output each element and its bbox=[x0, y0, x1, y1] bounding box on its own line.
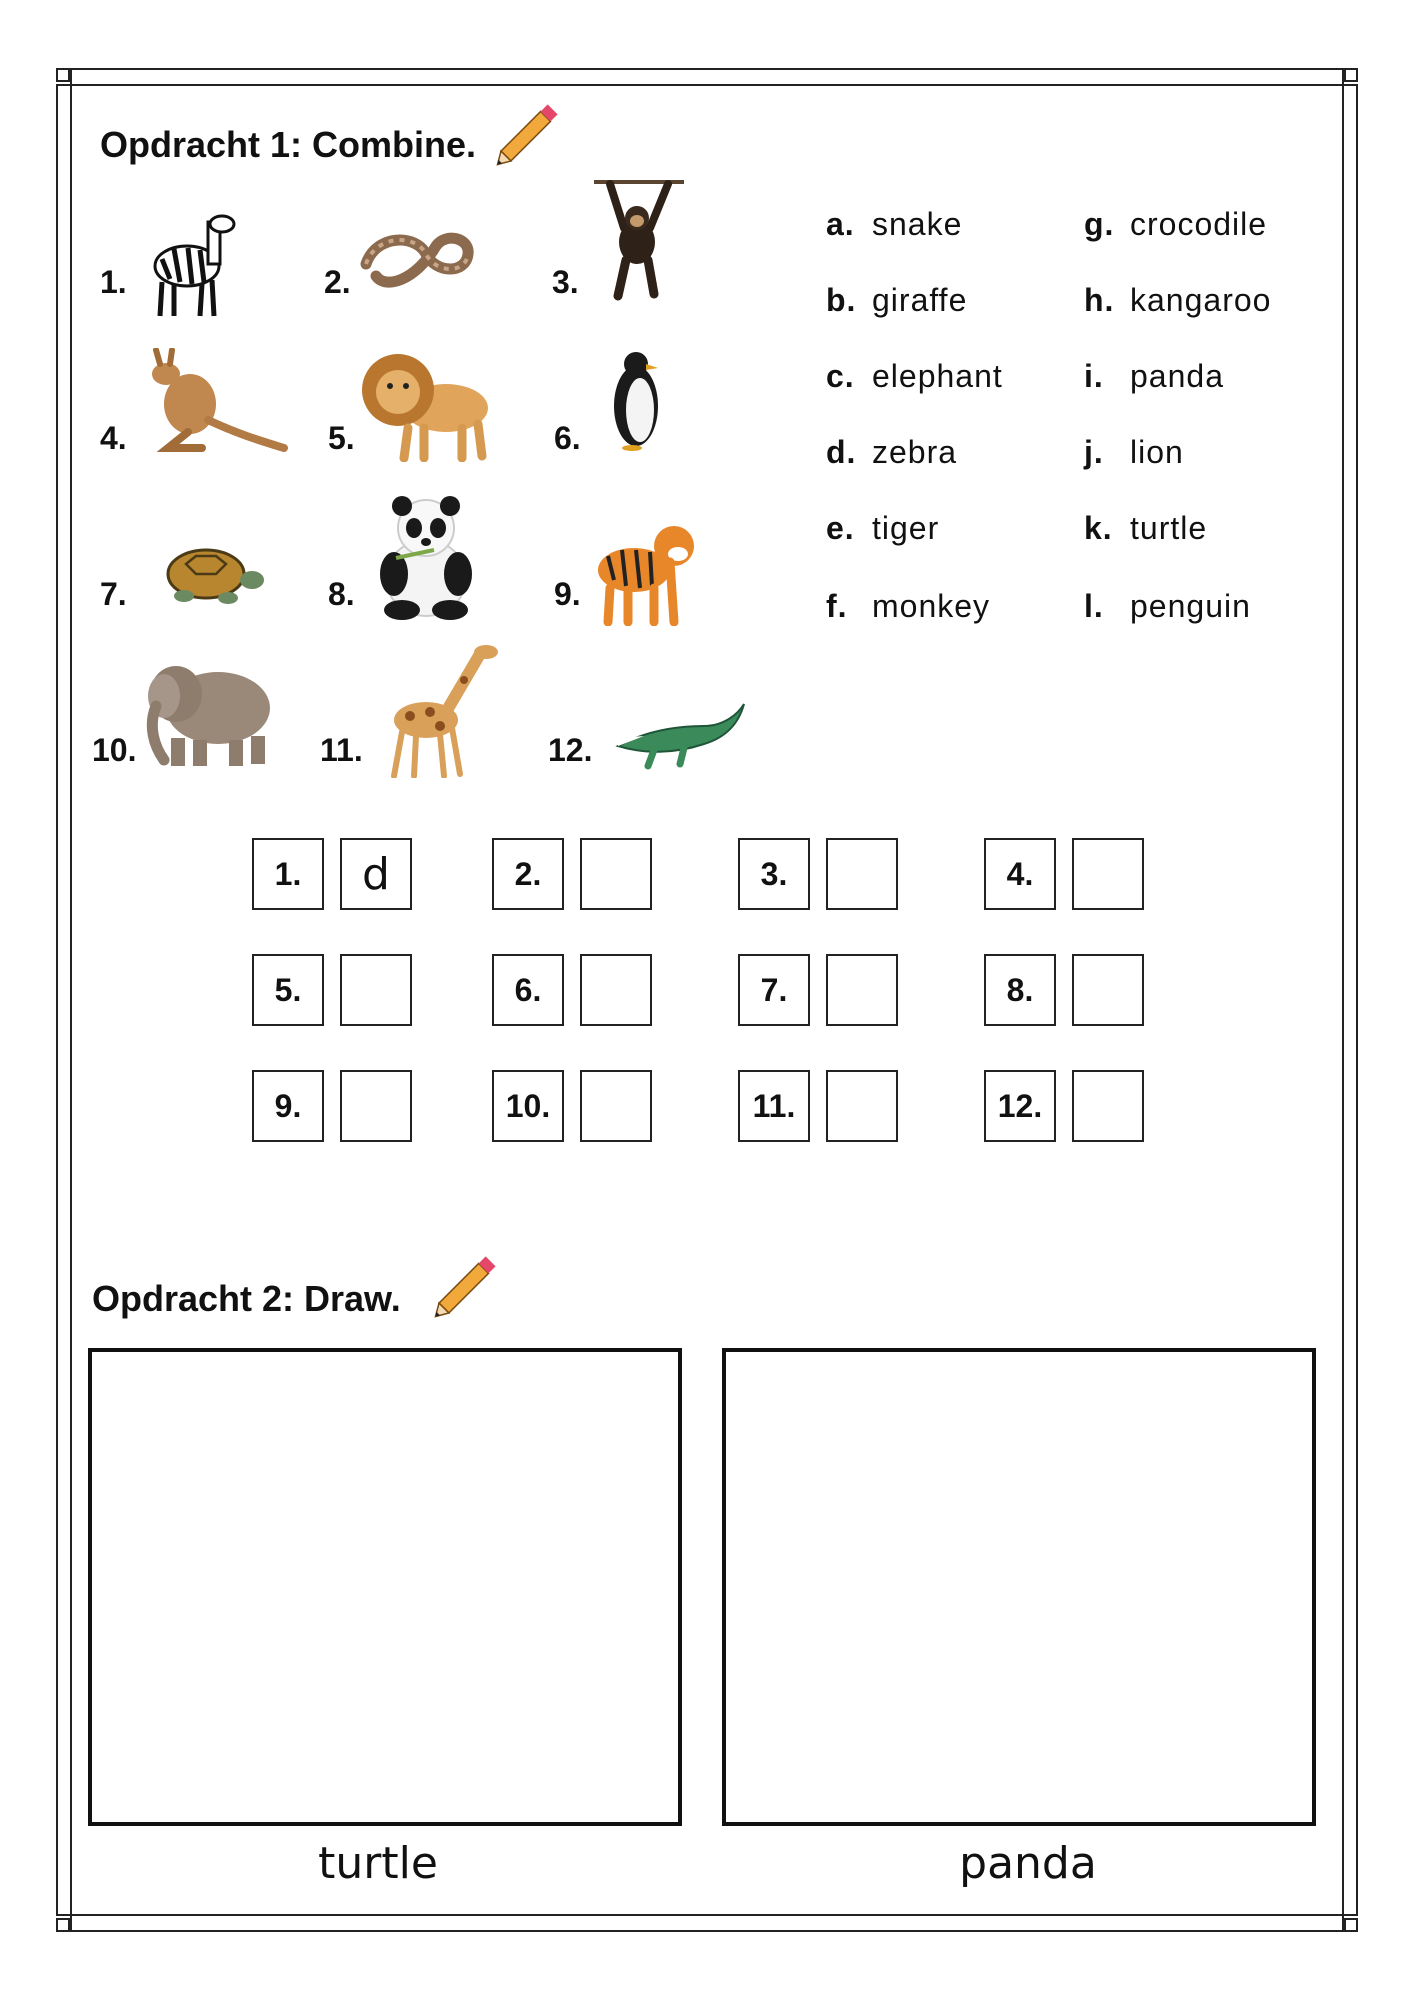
answer-number-box: 6. bbox=[492, 954, 564, 1026]
answer-number-box: 3. bbox=[738, 838, 810, 910]
kangaroo-icon bbox=[138, 348, 288, 452]
pencil-icon bbox=[490, 92, 570, 172]
picture-number: 7. bbox=[100, 576, 127, 612]
pencil-icon bbox=[428, 1244, 508, 1324]
word-letter: a. bbox=[826, 206, 855, 242]
elephant-icon bbox=[138, 656, 274, 768]
tiger-icon bbox=[594, 518, 698, 626]
word-text: tiger bbox=[872, 510, 940, 546]
answer-field[interactable] bbox=[826, 838, 898, 910]
word-letter: e. bbox=[826, 510, 855, 546]
picture-number: 9. bbox=[554, 576, 581, 612]
answer-number-box: 1. bbox=[252, 838, 324, 910]
picture-number: 4. bbox=[100, 420, 127, 456]
answer-number-box: 7. bbox=[738, 954, 810, 1026]
word-item bbox=[1084, 434, 1184, 471]
answer-field[interactable] bbox=[580, 838, 652, 910]
word-letter: b. bbox=[826, 282, 857, 318]
picture-number: 3. bbox=[552, 264, 579, 300]
frame-corner bbox=[56, 1918, 70, 1932]
picture-number: 10. bbox=[92, 732, 137, 768]
word-letter: l. bbox=[1084, 588, 1104, 624]
panda-icon bbox=[374, 494, 478, 620]
answer-field[interactable] bbox=[340, 954, 412, 1026]
answer-number-box: 11. bbox=[738, 1070, 810, 1142]
giraffe-icon bbox=[380, 640, 500, 778]
drawing-label: panda bbox=[959, 1838, 1097, 1889]
answer-field[interactable] bbox=[580, 954, 652, 1026]
drawing-area-turtle[interactable] bbox=[88, 1348, 682, 1826]
word-letter: f. bbox=[826, 588, 848, 624]
monkey-icon bbox=[584, 176, 694, 308]
word-item bbox=[1084, 282, 1271, 319]
answer-number-box: 8. bbox=[984, 954, 1056, 1026]
answer-field[interactable] bbox=[340, 1070, 412, 1142]
answer-number-box: 2. bbox=[492, 838, 564, 910]
answer-field[interactable] bbox=[1072, 838, 1144, 910]
picture-number: 1. bbox=[100, 264, 127, 300]
word-text: kangaroo bbox=[1130, 282, 1272, 318]
word-item bbox=[826, 510, 939, 547]
snake-icon bbox=[356, 224, 476, 300]
word-item bbox=[826, 434, 957, 471]
section2-title: Opdracht 2: Draw. bbox=[92, 1278, 401, 1319]
word-text: monkey bbox=[872, 588, 991, 624]
word-text: turtle bbox=[1130, 510, 1208, 546]
word-letter: i. bbox=[1084, 358, 1104, 394]
word-letter: g. bbox=[1084, 206, 1115, 242]
lion-icon bbox=[358, 338, 498, 462]
word-item bbox=[826, 206, 962, 243]
word-item bbox=[1084, 588, 1251, 625]
word-text: crocodile bbox=[1130, 206, 1268, 242]
answer-number-box: 10. bbox=[492, 1070, 564, 1142]
answer-number-box: 12. bbox=[984, 1070, 1056, 1142]
word-text: zebra bbox=[872, 434, 958, 470]
answer-field[interactable]: d bbox=[340, 838, 412, 910]
zebra-icon bbox=[142, 204, 242, 320]
penguin-icon bbox=[606, 346, 666, 452]
word-text: panda bbox=[1130, 358, 1224, 394]
word-item bbox=[826, 358, 1003, 395]
picture-number: 2. bbox=[324, 264, 351, 300]
picture-number: 8. bbox=[328, 576, 355, 612]
word-letter: j. bbox=[1084, 434, 1104, 470]
word-text: snake bbox=[872, 206, 963, 242]
word-letter: c. bbox=[826, 358, 855, 394]
word-text: penguin bbox=[1130, 588, 1251, 624]
section1-title: Opdracht 1: Combine. bbox=[100, 124, 477, 165]
word-item bbox=[826, 588, 990, 625]
crocodile-icon bbox=[614, 692, 748, 772]
answer-number-box: 5. bbox=[252, 954, 324, 1026]
answer-field[interactable] bbox=[580, 1070, 652, 1142]
picture-number: 12. bbox=[548, 732, 593, 768]
word-letter: d. bbox=[826, 434, 857, 470]
picture-number: 5. bbox=[328, 420, 355, 456]
answer-field[interactable] bbox=[1072, 954, 1144, 1026]
word-text: lion bbox=[1130, 434, 1184, 470]
word-item bbox=[1084, 358, 1224, 395]
answer-field[interactable] bbox=[826, 1070, 898, 1142]
picture-number: 11. bbox=[320, 732, 363, 768]
frame-corner bbox=[56, 68, 70, 82]
word-text: elephant bbox=[872, 358, 1003, 394]
word-item bbox=[1084, 510, 1207, 547]
frame-corner bbox=[1344, 1918, 1358, 1932]
word-letter: k. bbox=[1084, 510, 1113, 546]
answer-number-box: 9. bbox=[252, 1070, 324, 1142]
answer-field[interactable] bbox=[1072, 1070, 1144, 1142]
word-text: giraffe bbox=[872, 282, 968, 318]
answer-field[interactable] bbox=[826, 954, 898, 1026]
turtle-icon bbox=[156, 534, 266, 614]
word-item bbox=[826, 282, 967, 319]
drawing-label: turtle bbox=[318, 1838, 438, 1889]
picture-number: 6. bbox=[554, 420, 581, 456]
word-item bbox=[1084, 206, 1267, 243]
answer-number-box: 4. bbox=[984, 838, 1056, 910]
frame-corner bbox=[1344, 68, 1358, 82]
drawing-area-panda[interactable] bbox=[722, 1348, 1316, 1826]
word-letter: h. bbox=[1084, 282, 1115, 318]
